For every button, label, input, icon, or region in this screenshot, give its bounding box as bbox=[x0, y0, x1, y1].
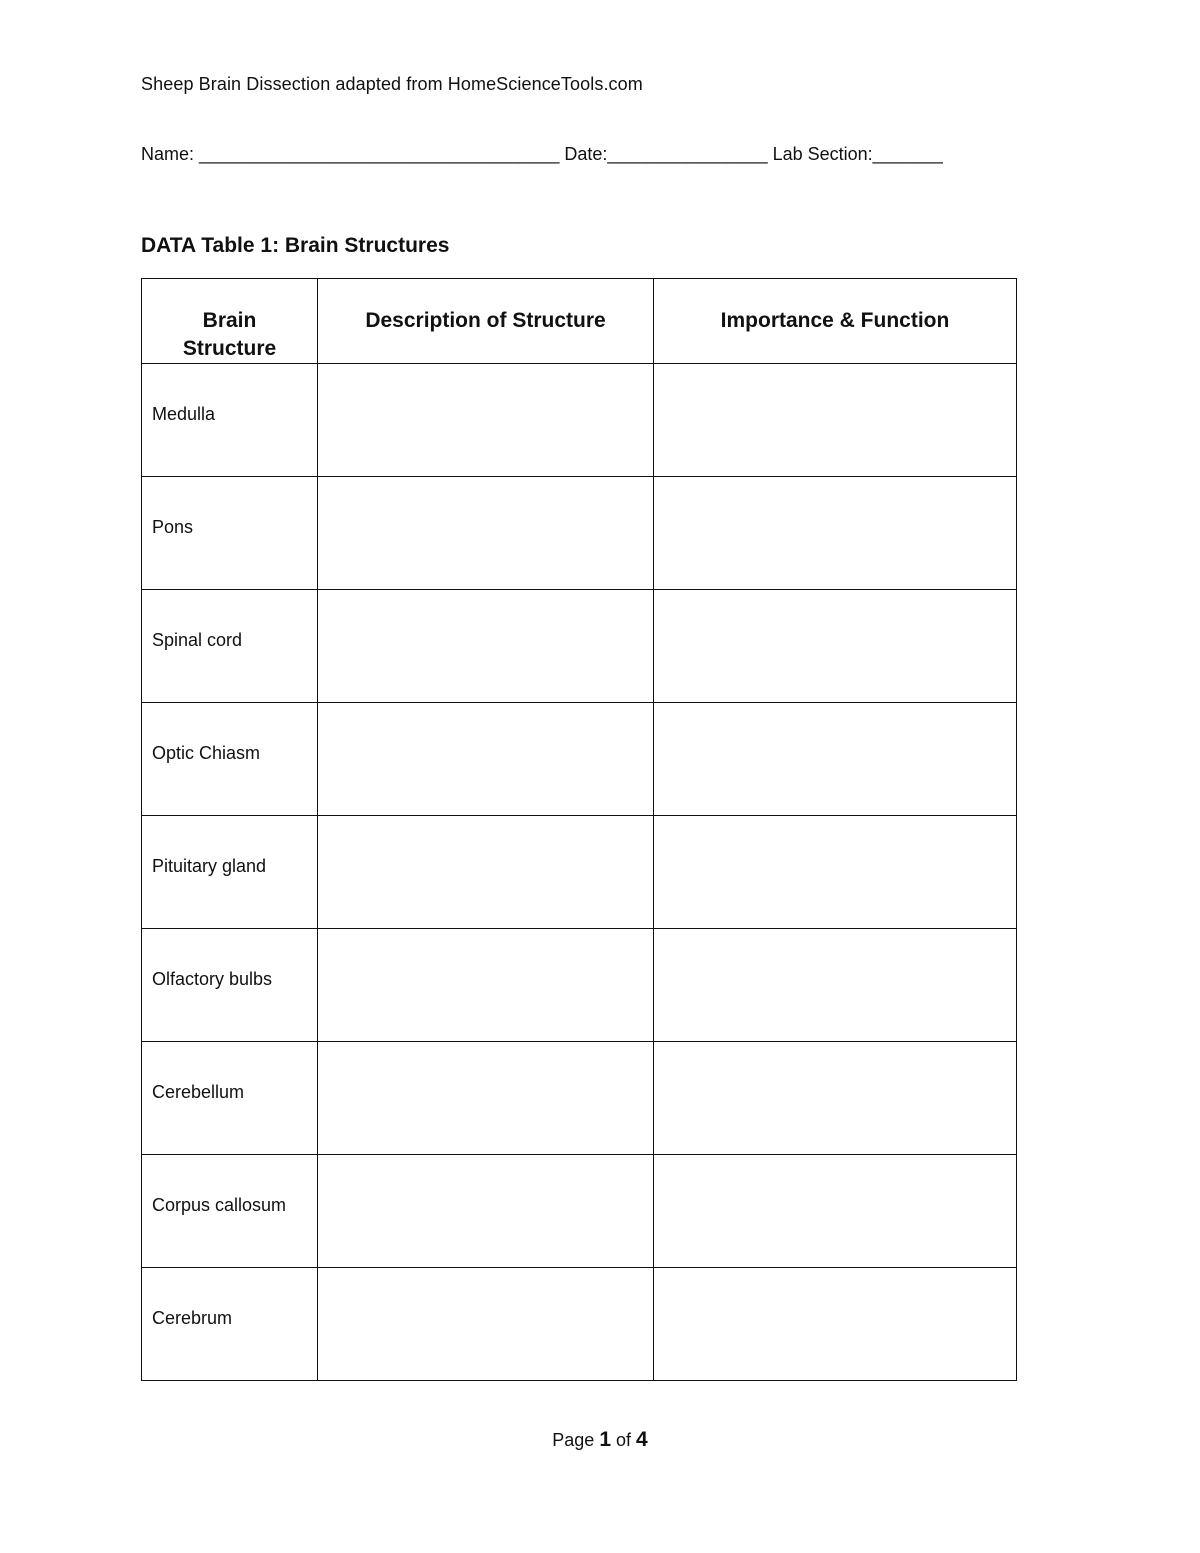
description-cell[interactable] bbox=[318, 1268, 654, 1381]
structure-cell: Pons bbox=[142, 477, 318, 590]
structure-cell: Spinal cord bbox=[142, 590, 318, 703]
description-cell[interactable] bbox=[318, 929, 654, 1042]
column-header-description-label: Description of Structure bbox=[365, 309, 606, 332]
total-pages-number: 4 bbox=[636, 1428, 648, 1451]
description-cell[interactable] bbox=[318, 816, 654, 929]
structure-cell: Medulla bbox=[142, 364, 318, 477]
structure-cell: Cerebrum bbox=[142, 1268, 318, 1381]
document-header: Sheep Brain Dissection adapted from HomeScienceTools.com bbox=[141, 74, 643, 94]
function-cell[interactable] bbox=[654, 1155, 1017, 1268]
description-cell[interactable] bbox=[318, 590, 654, 703]
column-header-structure-line1: Brain bbox=[202, 309, 257, 332]
description-cell[interactable] bbox=[318, 364, 654, 477]
function-cell[interactable] bbox=[654, 703, 1017, 816]
column-header-function-label: Importance & Function bbox=[720, 309, 950, 332]
structure-cell: Pituitary gland bbox=[142, 816, 318, 929]
table-row bbox=[142, 1268, 1017, 1381]
description-cell[interactable] bbox=[318, 703, 654, 816]
column-header-description bbox=[318, 279, 654, 364]
structure-cell: Corpus callosum bbox=[142, 1155, 318, 1268]
column-header-structure-line2: Structure bbox=[182, 337, 277, 360]
current-page-number: 1 bbox=[599, 1428, 611, 1451]
student-info-line: Name: ____________________________________ Date:________________ Lab Section:_______ bbox=[141, 144, 943, 164]
function-cell[interactable] bbox=[654, 1042, 1017, 1155]
table-row bbox=[142, 364, 1017, 477]
brain-structures-table bbox=[141, 278, 1017, 1381]
function-cell[interactable] bbox=[654, 364, 1017, 477]
function-cell[interactable] bbox=[654, 1268, 1017, 1381]
table-row bbox=[142, 1042, 1017, 1155]
table-row bbox=[142, 1155, 1017, 1268]
function-cell[interactable] bbox=[654, 477, 1017, 590]
description-cell[interactable] bbox=[318, 1155, 654, 1268]
table-row bbox=[142, 477, 1017, 590]
function-cell[interactable] bbox=[654, 816, 1017, 929]
function-cell[interactable] bbox=[654, 929, 1017, 1042]
page-footer bbox=[0, 1428, 1200, 1452]
column-header-function bbox=[654, 279, 1017, 364]
page-word: Page bbox=[552, 1430, 595, 1450]
table-row bbox=[142, 929, 1017, 1042]
structure-cell: Cerebellum bbox=[142, 1042, 318, 1155]
function-cell[interactable] bbox=[654, 590, 1017, 703]
table-row bbox=[142, 816, 1017, 929]
table-row bbox=[142, 703, 1017, 816]
description-cell[interactable] bbox=[318, 477, 654, 590]
structure-cell: Olfactory bulbs bbox=[142, 929, 318, 1042]
description-cell[interactable] bbox=[318, 1042, 654, 1155]
column-header-structure bbox=[142, 279, 318, 364]
table-row bbox=[142, 590, 1017, 703]
table-title: DATA Table 1: Brain Structures bbox=[141, 234, 450, 257]
table-header-row bbox=[142, 279, 1017, 364]
of-word: of bbox=[616, 1430, 632, 1450]
structure-cell: Optic Chiasm bbox=[142, 703, 318, 816]
